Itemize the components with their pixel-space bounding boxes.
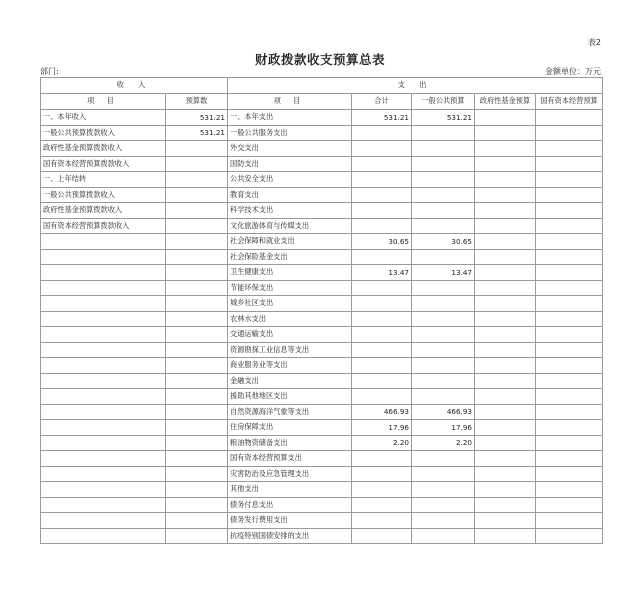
total-cell	[352, 389, 412, 405]
income-item-cell: 国有资本经营预算拨款收入	[41, 218, 166, 234]
expense-item-cell: 公共安全支出	[228, 172, 352, 188]
total-cell: 30.65	[352, 234, 412, 250]
general-public-cell: 13.47	[412, 265, 475, 281]
gov-fund-cell	[475, 342, 536, 358]
gov-fund-cell	[475, 311, 536, 327]
income-amount-cell	[166, 296, 228, 312]
income-amount-cell	[166, 218, 228, 234]
state-capital-cell	[536, 466, 603, 482]
expense-header: 支 出	[228, 78, 603, 94]
state-capital-cell	[536, 249, 603, 265]
income-item-cell	[41, 528, 166, 544]
state-capital-cell	[536, 528, 603, 544]
income-amount-cell	[166, 156, 228, 172]
expense-item-cell: 一、本年支出	[228, 110, 352, 126]
income-amount-cell: 531.21	[166, 125, 228, 141]
total-cell: 466.93	[352, 404, 412, 420]
expense-item-cell: 其他支出	[228, 482, 352, 498]
income-item-cell: 国有资本经营预算拨款收入	[41, 156, 166, 172]
table-row	[41, 342, 603, 358]
table-row	[41, 280, 603, 296]
gov-fund-budget-header: 政府性基金预算	[475, 93, 536, 110]
budget-table	[40, 77, 603, 544]
state-capital-cell	[536, 234, 603, 250]
gov-fund-cell	[475, 156, 536, 172]
expense-item-cell: 农林水支出	[228, 311, 352, 327]
total-cell	[352, 280, 412, 296]
income-amount-cell	[166, 203, 228, 219]
gov-fund-cell	[475, 172, 536, 188]
total-cell	[352, 451, 412, 467]
expense-item-cell: 金融支出	[228, 373, 352, 389]
expense-item-cell: 教育支出	[228, 187, 352, 203]
gov-fund-cell	[475, 234, 536, 250]
total-cell	[352, 497, 412, 513]
expense-item-cell: 资源勘探工业信息等支出	[228, 342, 352, 358]
income-amount-cell	[166, 327, 228, 343]
table-row	[41, 187, 603, 203]
income-amount-cell	[166, 141, 228, 157]
gov-fund-cell	[475, 327, 536, 343]
state-capital-cell	[536, 110, 603, 126]
general-public-cell	[412, 249, 475, 265]
income-amount-cell	[166, 513, 228, 529]
total-cell	[352, 296, 412, 312]
state-capital-cell	[536, 187, 603, 203]
expense-item-cell: 国防支出	[228, 156, 352, 172]
income-item-cell	[41, 327, 166, 343]
state-capital-cell	[536, 420, 603, 436]
total-cell	[352, 218, 412, 234]
state-capital-cell	[536, 358, 603, 374]
gov-fund-cell	[475, 451, 536, 467]
state-capital-cell	[536, 141, 603, 157]
total-cell	[352, 141, 412, 157]
group-header-row	[41, 78, 603, 94]
gov-fund-cell	[475, 141, 536, 157]
state-capital-cell	[536, 296, 603, 312]
income-amount-cell	[166, 234, 228, 250]
total-cell	[352, 311, 412, 327]
income-item-cell	[41, 249, 166, 265]
general-public-cell: 466.93	[412, 404, 475, 420]
state-capital-cell	[536, 435, 603, 451]
table-row	[41, 327, 603, 343]
income-item-cell	[41, 420, 166, 436]
income-item-cell	[41, 296, 166, 312]
income-header: 收 入	[41, 78, 228, 94]
total-cell	[352, 482, 412, 498]
table-row	[41, 141, 603, 157]
gov-fund-cell	[475, 203, 536, 219]
table-row	[41, 404, 603, 420]
general-public-cell: 17.96	[412, 420, 475, 436]
total-cell	[352, 466, 412, 482]
table-row	[41, 420, 603, 436]
state-capital-budget-header: 国有资本经营预算	[536, 93, 603, 110]
gov-fund-cell	[475, 466, 536, 482]
expense-item-cell: 自然资源海洋气象等支出	[228, 404, 352, 420]
general-public-cell	[412, 141, 475, 157]
income-item-cell	[41, 311, 166, 327]
column-header-row	[41, 93, 603, 110]
state-capital-cell	[536, 497, 603, 513]
state-capital-cell	[536, 311, 603, 327]
gov-fund-cell	[475, 125, 536, 141]
expense-item-cell: 援助其他地区支出	[228, 389, 352, 405]
expense-item-cell: 节能环保支出	[228, 280, 352, 296]
total-cell	[352, 249, 412, 265]
income-amount-cell	[166, 389, 228, 405]
gov-fund-cell	[475, 528, 536, 544]
income-amount-cell	[166, 172, 228, 188]
general-public-cell	[412, 513, 475, 529]
total-cell	[352, 342, 412, 358]
income-item-cell	[41, 404, 166, 420]
general-public-cell: 531.21	[412, 110, 475, 126]
general-public-budget-header: 一般公共预算	[412, 93, 475, 110]
general-public-cell	[412, 203, 475, 219]
gov-fund-cell	[475, 497, 536, 513]
general-public-cell	[412, 327, 475, 343]
table-row	[41, 373, 603, 389]
gov-fund-cell	[475, 187, 536, 203]
table-row	[41, 513, 603, 529]
general-public-cell	[412, 466, 475, 482]
expense-item-cell: 商业服务业等支出	[228, 358, 352, 374]
gov-fund-cell	[475, 435, 536, 451]
income-amount-cell	[166, 482, 228, 498]
table-row	[41, 497, 603, 513]
state-capital-cell	[536, 172, 603, 188]
income-item-cell	[41, 513, 166, 529]
gov-fund-cell	[475, 389, 536, 405]
expense-item-cell: 灾害防治及应急管理支出	[228, 466, 352, 482]
income-amount-cell	[166, 451, 228, 467]
gov-fund-cell	[475, 482, 536, 498]
income-item-cell: 一般公共预算拨款收入	[41, 187, 166, 203]
state-capital-cell	[536, 327, 603, 343]
income-amount-cell	[166, 280, 228, 296]
income-amount-cell	[166, 528, 228, 544]
income-amount-cell	[166, 497, 228, 513]
table-row	[41, 358, 603, 374]
gov-fund-cell	[475, 513, 536, 529]
general-public-cell	[412, 482, 475, 498]
income-item-cell: 政府性基金预算拨款收入	[41, 141, 166, 157]
state-capital-cell	[536, 451, 603, 467]
income-amount-cell	[166, 420, 228, 436]
table-row	[41, 203, 603, 219]
total-cell	[352, 373, 412, 389]
income-item-header: 项 目	[41, 93, 166, 110]
income-item-cell: 政府性基金预算拨款收入	[41, 203, 166, 219]
income-item-cell	[41, 280, 166, 296]
gov-fund-cell	[475, 280, 536, 296]
general-public-cell: 2.20	[412, 435, 475, 451]
income-item-cell	[41, 497, 166, 513]
income-item-cell	[41, 389, 166, 405]
general-public-cell	[412, 451, 475, 467]
income-amount-cell	[166, 435, 228, 451]
general-public-cell	[412, 187, 475, 203]
state-capital-cell	[536, 203, 603, 219]
gov-fund-cell	[475, 249, 536, 265]
table-row	[41, 311, 603, 327]
department-label: 部门:	[40, 67, 59, 76]
unit-label: 金额单位：万元	[545, 67, 601, 76]
total-cell	[352, 203, 412, 219]
expense-item-cell: 社会保险基金支出	[228, 249, 352, 265]
gov-fund-cell	[475, 218, 536, 234]
income-amount-cell	[166, 373, 228, 389]
state-capital-cell	[536, 389, 603, 405]
expense-item-cell: 城乡社区支出	[228, 296, 352, 312]
table-row	[41, 156, 603, 172]
table-row	[41, 466, 603, 482]
table-row	[41, 296, 603, 312]
income-item-cell	[41, 342, 166, 358]
state-capital-cell	[536, 404, 603, 420]
income-item-cell	[41, 466, 166, 482]
general-public-cell	[412, 311, 475, 327]
table-row	[41, 265, 603, 281]
income-amount-cell	[166, 404, 228, 420]
table-row	[41, 451, 603, 467]
income-amount-cell	[166, 466, 228, 482]
total-cell	[352, 187, 412, 203]
gov-fund-cell	[475, 404, 536, 420]
expense-item-header: 项 目	[228, 93, 352, 110]
total-cell	[352, 327, 412, 343]
total-cell: 531.21	[352, 110, 412, 126]
state-capital-cell	[536, 218, 603, 234]
expense-item-cell: 外交支出	[228, 141, 352, 157]
gov-fund-cell	[475, 358, 536, 374]
table-row	[41, 125, 603, 141]
state-capital-cell	[536, 342, 603, 358]
expense-item-cell: 交通运输支出	[228, 327, 352, 343]
table-row	[41, 389, 603, 405]
expense-item-cell: 住房保障支出	[228, 420, 352, 436]
income-amount-cell	[166, 265, 228, 281]
state-capital-cell	[536, 156, 603, 172]
total-cell: 13.47	[352, 265, 412, 281]
income-amount-cell	[166, 311, 228, 327]
table-row	[41, 172, 603, 188]
expense-item-cell: 科学技术支出	[228, 203, 352, 219]
general-public-cell: 30.65	[412, 234, 475, 250]
income-amount-cell	[166, 187, 228, 203]
table-number: 表2	[587, 38, 601, 47]
general-public-cell	[412, 528, 475, 544]
general-public-cell	[412, 342, 475, 358]
general-public-cell	[412, 296, 475, 312]
expense-item-cell: 国有资本经营预算支出	[228, 451, 352, 467]
state-capital-cell	[536, 482, 603, 498]
total-header: 合计	[352, 93, 412, 110]
income-item-cell	[41, 234, 166, 250]
expense-item-cell: 社会保障和就业支出	[228, 234, 352, 250]
general-public-cell	[412, 280, 475, 296]
gov-fund-cell	[475, 265, 536, 281]
income-item-cell: 一、上年结转	[41, 172, 166, 188]
expense-item-cell: 粮油物资储备支出	[228, 435, 352, 451]
total-cell	[352, 528, 412, 544]
expense-item-cell: 文化旅游体育与传媒支出	[228, 218, 352, 234]
total-cell	[352, 172, 412, 188]
expense-item-cell: 卫生健康支出	[228, 265, 352, 281]
gov-fund-cell	[475, 373, 536, 389]
income-item-cell	[41, 373, 166, 389]
general-public-cell	[412, 156, 475, 172]
expense-item-cell: 一般公共服务支出	[228, 125, 352, 141]
table-row	[41, 249, 603, 265]
gov-fund-cell	[475, 110, 536, 126]
total-cell	[352, 513, 412, 529]
table-row	[41, 435, 603, 451]
total-cell	[352, 125, 412, 141]
total-cell	[352, 156, 412, 172]
income-item-cell	[41, 265, 166, 281]
general-public-cell	[412, 373, 475, 389]
table-body	[41, 110, 603, 544]
table-row	[41, 482, 603, 498]
total-cell: 17.96	[352, 420, 412, 436]
income-amount-cell	[166, 342, 228, 358]
income-item-cell	[41, 451, 166, 467]
income-item-cell	[41, 482, 166, 498]
state-capital-cell	[536, 373, 603, 389]
general-public-cell	[412, 358, 475, 374]
state-capital-cell	[536, 513, 603, 529]
budget-amount-header: 预算数	[166, 93, 228, 110]
income-item-cell	[41, 358, 166, 374]
general-public-cell	[412, 497, 475, 513]
income-item-cell: 一般公共预算拨款收入	[41, 125, 166, 141]
expense-item-cell: 债务付息支出	[228, 497, 352, 513]
income-amount-cell: 531.21	[166, 110, 228, 126]
expense-item-cell: 抗疫特别国债安排的支出	[228, 528, 352, 544]
table-row	[41, 528, 603, 544]
income-amount-cell	[166, 249, 228, 265]
income-item-cell	[41, 435, 166, 451]
general-public-cell	[412, 125, 475, 141]
total-cell: 2.20	[352, 435, 412, 451]
income-item-cell: 一、本年收入	[41, 110, 166, 126]
state-capital-cell	[536, 280, 603, 296]
general-public-cell	[412, 389, 475, 405]
income-amount-cell	[166, 358, 228, 374]
expense-item-cell: 债务发行费用支出	[228, 513, 352, 529]
state-capital-cell	[536, 125, 603, 141]
general-public-cell	[412, 218, 475, 234]
gov-fund-cell	[475, 420, 536, 436]
page-title: 财政拨款收支预算总表	[254, 52, 385, 67]
total-cell	[352, 358, 412, 374]
table-row	[41, 218, 603, 234]
table-row	[41, 234, 603, 250]
state-capital-cell	[536, 265, 603, 281]
general-public-cell	[412, 172, 475, 188]
table-row	[41, 110, 603, 126]
gov-fund-cell	[475, 296, 536, 312]
